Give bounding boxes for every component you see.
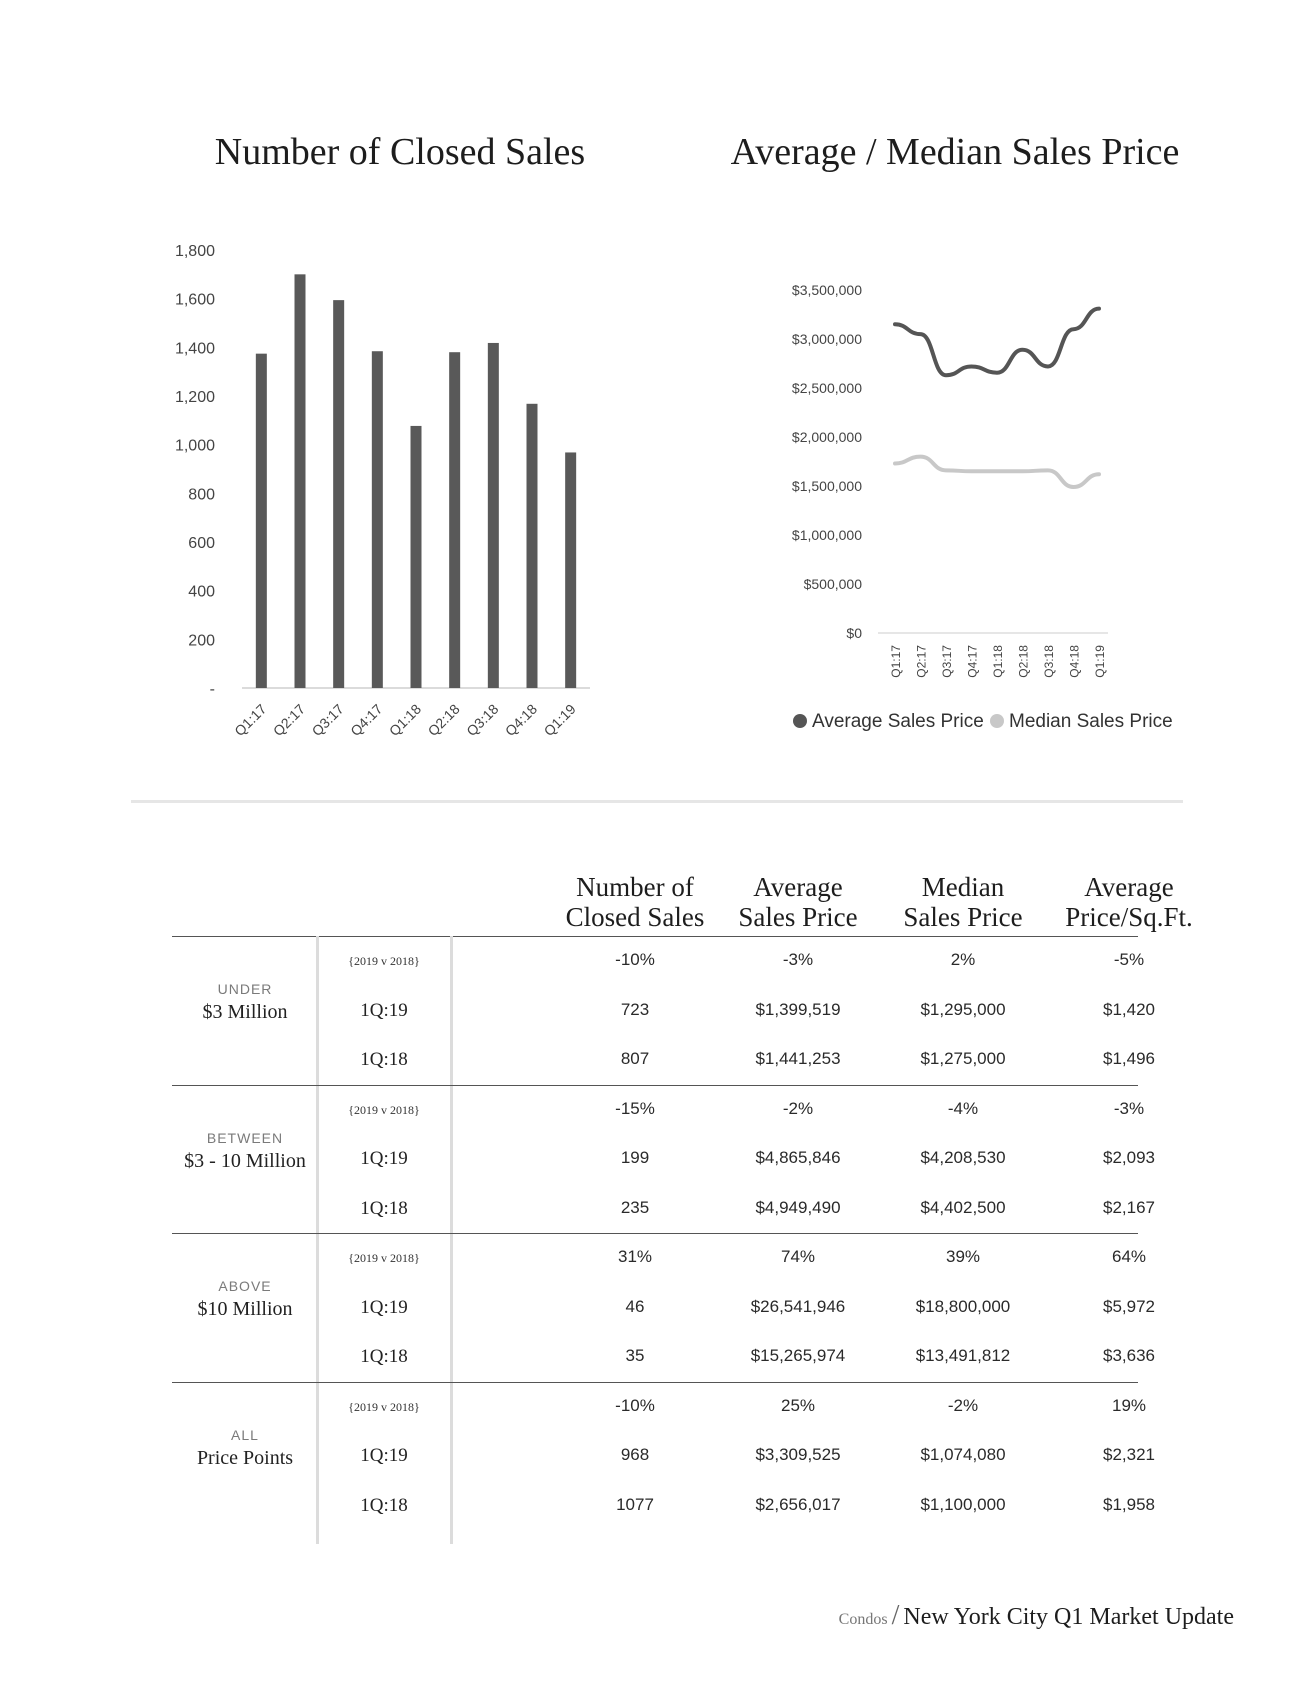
legend-marker	[990, 714, 1004, 728]
line-chart-title: Average / Median Sales Price	[730, 131, 1180, 173]
period-label: 1Q:18	[360, 1494, 408, 1516]
table-cell: 19%	[1111, 1395, 1147, 1415]
average-price-line	[895, 309, 1099, 376]
table-cell: $3,309,525	[755, 1445, 841, 1464]
table-rule	[172, 1382, 1138, 1383]
table-cell: 46	[625, 1296, 645, 1316]
table-cell: 968	[620, 1445, 650, 1464]
bar	[488, 343, 499, 688]
table-cell: $2,656,017	[755, 1494, 841, 1514]
table-cell: $4,208,530	[920, 1148, 1006, 1167]
segment-label	[172, 981, 318, 1024]
table-cell: 74%	[780, 1247, 816, 1266]
y-tick-label: $1,000,000	[791, 527, 862, 543]
table-cell: $4,402,500	[920, 1197, 1006, 1217]
table-cell: $1,399,519	[755, 999, 841, 1019]
table-cell: $4,865,846	[755, 1148, 841, 1167]
x-tick-label: Q4:18	[501, 700, 541, 740]
comparison-label: {2019 v 2018}	[348, 1102, 420, 1117]
segment-label-big: $10 Million	[197, 1298, 293, 1320]
x-tick-label: Q2:18	[424, 700, 463, 740]
segment-label-big: $3 - 10 Million	[184, 1149, 306, 1172]
column-header-line: Sales Price	[738, 902, 858, 932]
table-cell: 807	[620, 1049, 650, 1068]
table-cell: -10%	[615, 950, 655, 969]
column-header-line: Sales Price	[903, 902, 1023, 932]
x-tick-label: Q2:17	[914, 645, 929, 678]
column-header	[873, 872, 1053, 932]
y-tick-label: $3,000,000	[791, 331, 862, 347]
sales-price-line-chart	[750, 260, 1310, 780]
table-cell: $1,420	[1103, 999, 1155, 1019]
table-cell: $15,265,974	[750, 1346, 846, 1365]
y-tick-label: $3,500,000	[791, 282, 862, 298]
table-rule	[172, 1085, 1138, 1086]
table-cell: $2,321	[1103, 1445, 1155, 1464]
column-header-line: Price/Sq.Ft.	[1065, 902, 1193, 932]
table-cell: $1,074,080	[920, 1445, 1006, 1464]
table-cell: -2%	[947, 1395, 979, 1415]
table-cell: $18,800,000	[915, 1296, 1011, 1316]
y-tick-label: 400	[188, 583, 215, 601]
x-tick-label: Q1:18	[991, 645, 1005, 678]
y-tick-label: $500,000	[803, 576, 862, 592]
x-tick-label: Q4:17	[347, 700, 386, 740]
table-cell: $5,972	[1103, 1296, 1155, 1316]
table-cell: $1,496	[1103, 1049, 1155, 1068]
table-cell: -15%	[615, 1098, 655, 1118]
column-header	[545, 872, 725, 932]
column-header-line: Average	[1084, 872, 1174, 902]
footer-slash: /	[891, 1600, 900, 1631]
table-cell: -2%	[782, 1098, 814, 1118]
table-cell: 199	[620, 1148, 650, 1167]
legend-label: Median Sales Price	[1009, 711, 1173, 732]
segment-label-small: UNDER	[217, 981, 273, 997]
segment-label	[172, 1278, 318, 1321]
y-tick-label: $1,500,000	[791, 478, 862, 494]
x-tick-label: Q3:18	[463, 700, 502, 740]
table-cell: $2,093	[1103, 1148, 1155, 1167]
bar	[411, 426, 422, 688]
y-tick-label: $0	[846, 625, 862, 641]
y-tick-label: 1,000	[174, 437, 215, 455]
x-tick-label: Q2:18	[1016, 645, 1031, 678]
period-label: 1Q:19	[360, 1296, 408, 1318]
table-cell: -3%	[1113, 1098, 1145, 1118]
y-tick-label: $2,500,000	[791, 380, 862, 396]
legend-marker	[793, 714, 807, 728]
column-header	[708, 872, 888, 932]
x-tick-label: Q1:19	[540, 700, 579, 740]
y-tick-label: 600	[188, 535, 215, 552]
column-separator	[450, 936, 453, 1544]
bar	[333, 300, 344, 688]
table-cell: $1,441,253	[755, 1049, 841, 1068]
table-cell: $1,100,000	[920, 1494, 1006, 1514]
x-tick-label: Q4:18	[1067, 645, 1082, 678]
x-tick-label: Q1:18	[385, 700, 425, 740]
y-tick-label: 1,800	[174, 243, 215, 260]
table-cell: $1,295,000	[920, 999, 1006, 1019]
market-table	[172, 872, 1193, 1542]
period-label: 1Q:19	[360, 1445, 408, 1466]
table-cell: -10%	[615, 1395, 655, 1415]
period-label: 1Q:18	[360, 1197, 408, 1219]
table-cell: 64%	[1111, 1247, 1147, 1266]
closed-sales-bar-chart	[150, 220, 610, 740]
bar	[527, 404, 538, 688]
y-tick-label: $2,000,000	[791, 429, 862, 445]
legend-label: Average Sales Price	[812, 711, 984, 732]
column-header	[1039, 872, 1219, 932]
segment-label-small: ALL	[231, 1426, 259, 1443]
y-tick-label: 1,400	[174, 340, 215, 358]
segment-label-small: ABOVE	[218, 1278, 272, 1294]
segment-label-big: $3 Million	[202, 1001, 288, 1023]
segment-label	[172, 1427, 318, 1470]
table-cell: 35	[625, 1346, 645, 1365]
x-tick-label: Q3:17	[940, 645, 954, 678]
column-header-line: Number of	[576, 872, 694, 902]
table-rule	[172, 1233, 1138, 1234]
period-label: 1Q:19	[360, 999, 408, 1021]
x-tick-label: Q4:17	[965, 645, 980, 678]
table-cell: -3%	[782, 950, 814, 969]
x-tick-label: Q1:17	[231, 700, 270, 740]
segment-label-big: Price Points	[196, 1446, 294, 1469]
x-tick-label: Q1:19	[1093, 645, 1107, 678]
y-tick-label: 1,600	[174, 291, 215, 309]
y-tick-label: 200	[188, 632, 215, 650]
table-cell: $1,958	[1103, 1494, 1155, 1514]
table-cell: 2%	[950, 950, 976, 969]
table-cell: -5%	[1113, 950, 1145, 969]
bar	[256, 354, 267, 688]
x-tick-label: Q3:17	[308, 700, 347, 740]
y-tick-label: 800	[188, 486, 215, 504]
period-label: 1Q:18	[360, 1346, 408, 1367]
section-divider	[131, 800, 1183, 803]
y-tick-label: 1,200	[174, 389, 215, 406]
bar	[565, 452, 576, 688]
segment-label	[172, 1130, 318, 1173]
column-header-line: Median	[921, 872, 1005, 902]
period-label: 1Q:19	[360, 1148, 408, 1169]
table-cell: $4,949,490	[755, 1197, 841, 1217]
table-cell: $2,167	[1103, 1197, 1155, 1217]
footer-title: New York City Q1 Market Update	[903, 1604, 1234, 1630]
bar-chart-title: Number of Closed Sales	[214, 131, 586, 173]
table-cell: $13,491,812	[915, 1346, 1011, 1365]
x-tick-label: Q1:17	[889, 645, 903, 678]
x-tick-label: Q3:18	[1042, 645, 1056, 678]
comparison-label: {2019 v 2018}	[348, 1399, 420, 1414]
table-cell: $1,275,000	[920, 1049, 1006, 1068]
bar	[295, 274, 306, 688]
table-cell: 1077	[616, 1494, 654, 1514]
bar	[449, 352, 460, 688]
bar	[372, 351, 383, 688]
x-tick-label: Q2:17	[269, 700, 309, 740]
table-cell: 25%	[780, 1395, 816, 1415]
table-cell: $26,541,946	[750, 1296, 846, 1316]
page-footer	[839, 1600, 1234, 1632]
column-header-line: Closed Sales	[565, 902, 705, 932]
table-cell: 235	[620, 1197, 650, 1217]
footer-category: Condos	[838, 1611, 888, 1628]
comparison-label: {2019 v 2018}	[348, 1251, 420, 1265]
table-cell: 31%	[617, 1247, 653, 1266]
table-cell: -4%	[947, 1098, 979, 1118]
y-tick-label: -	[209, 681, 215, 698]
column-header-line: Average	[753, 872, 843, 902]
period-label: 1Q:18	[360, 1049, 408, 1070]
table-cell: 39%	[945, 1247, 981, 1266]
table-cell: 723	[620, 999, 650, 1019]
median-price-line	[895, 457, 1099, 487]
segment-label-small: BETWEEN	[206, 1129, 284, 1146]
table-cell: $3,636	[1103, 1346, 1155, 1365]
comparison-label: {2019 v 2018}	[348, 954, 420, 968]
